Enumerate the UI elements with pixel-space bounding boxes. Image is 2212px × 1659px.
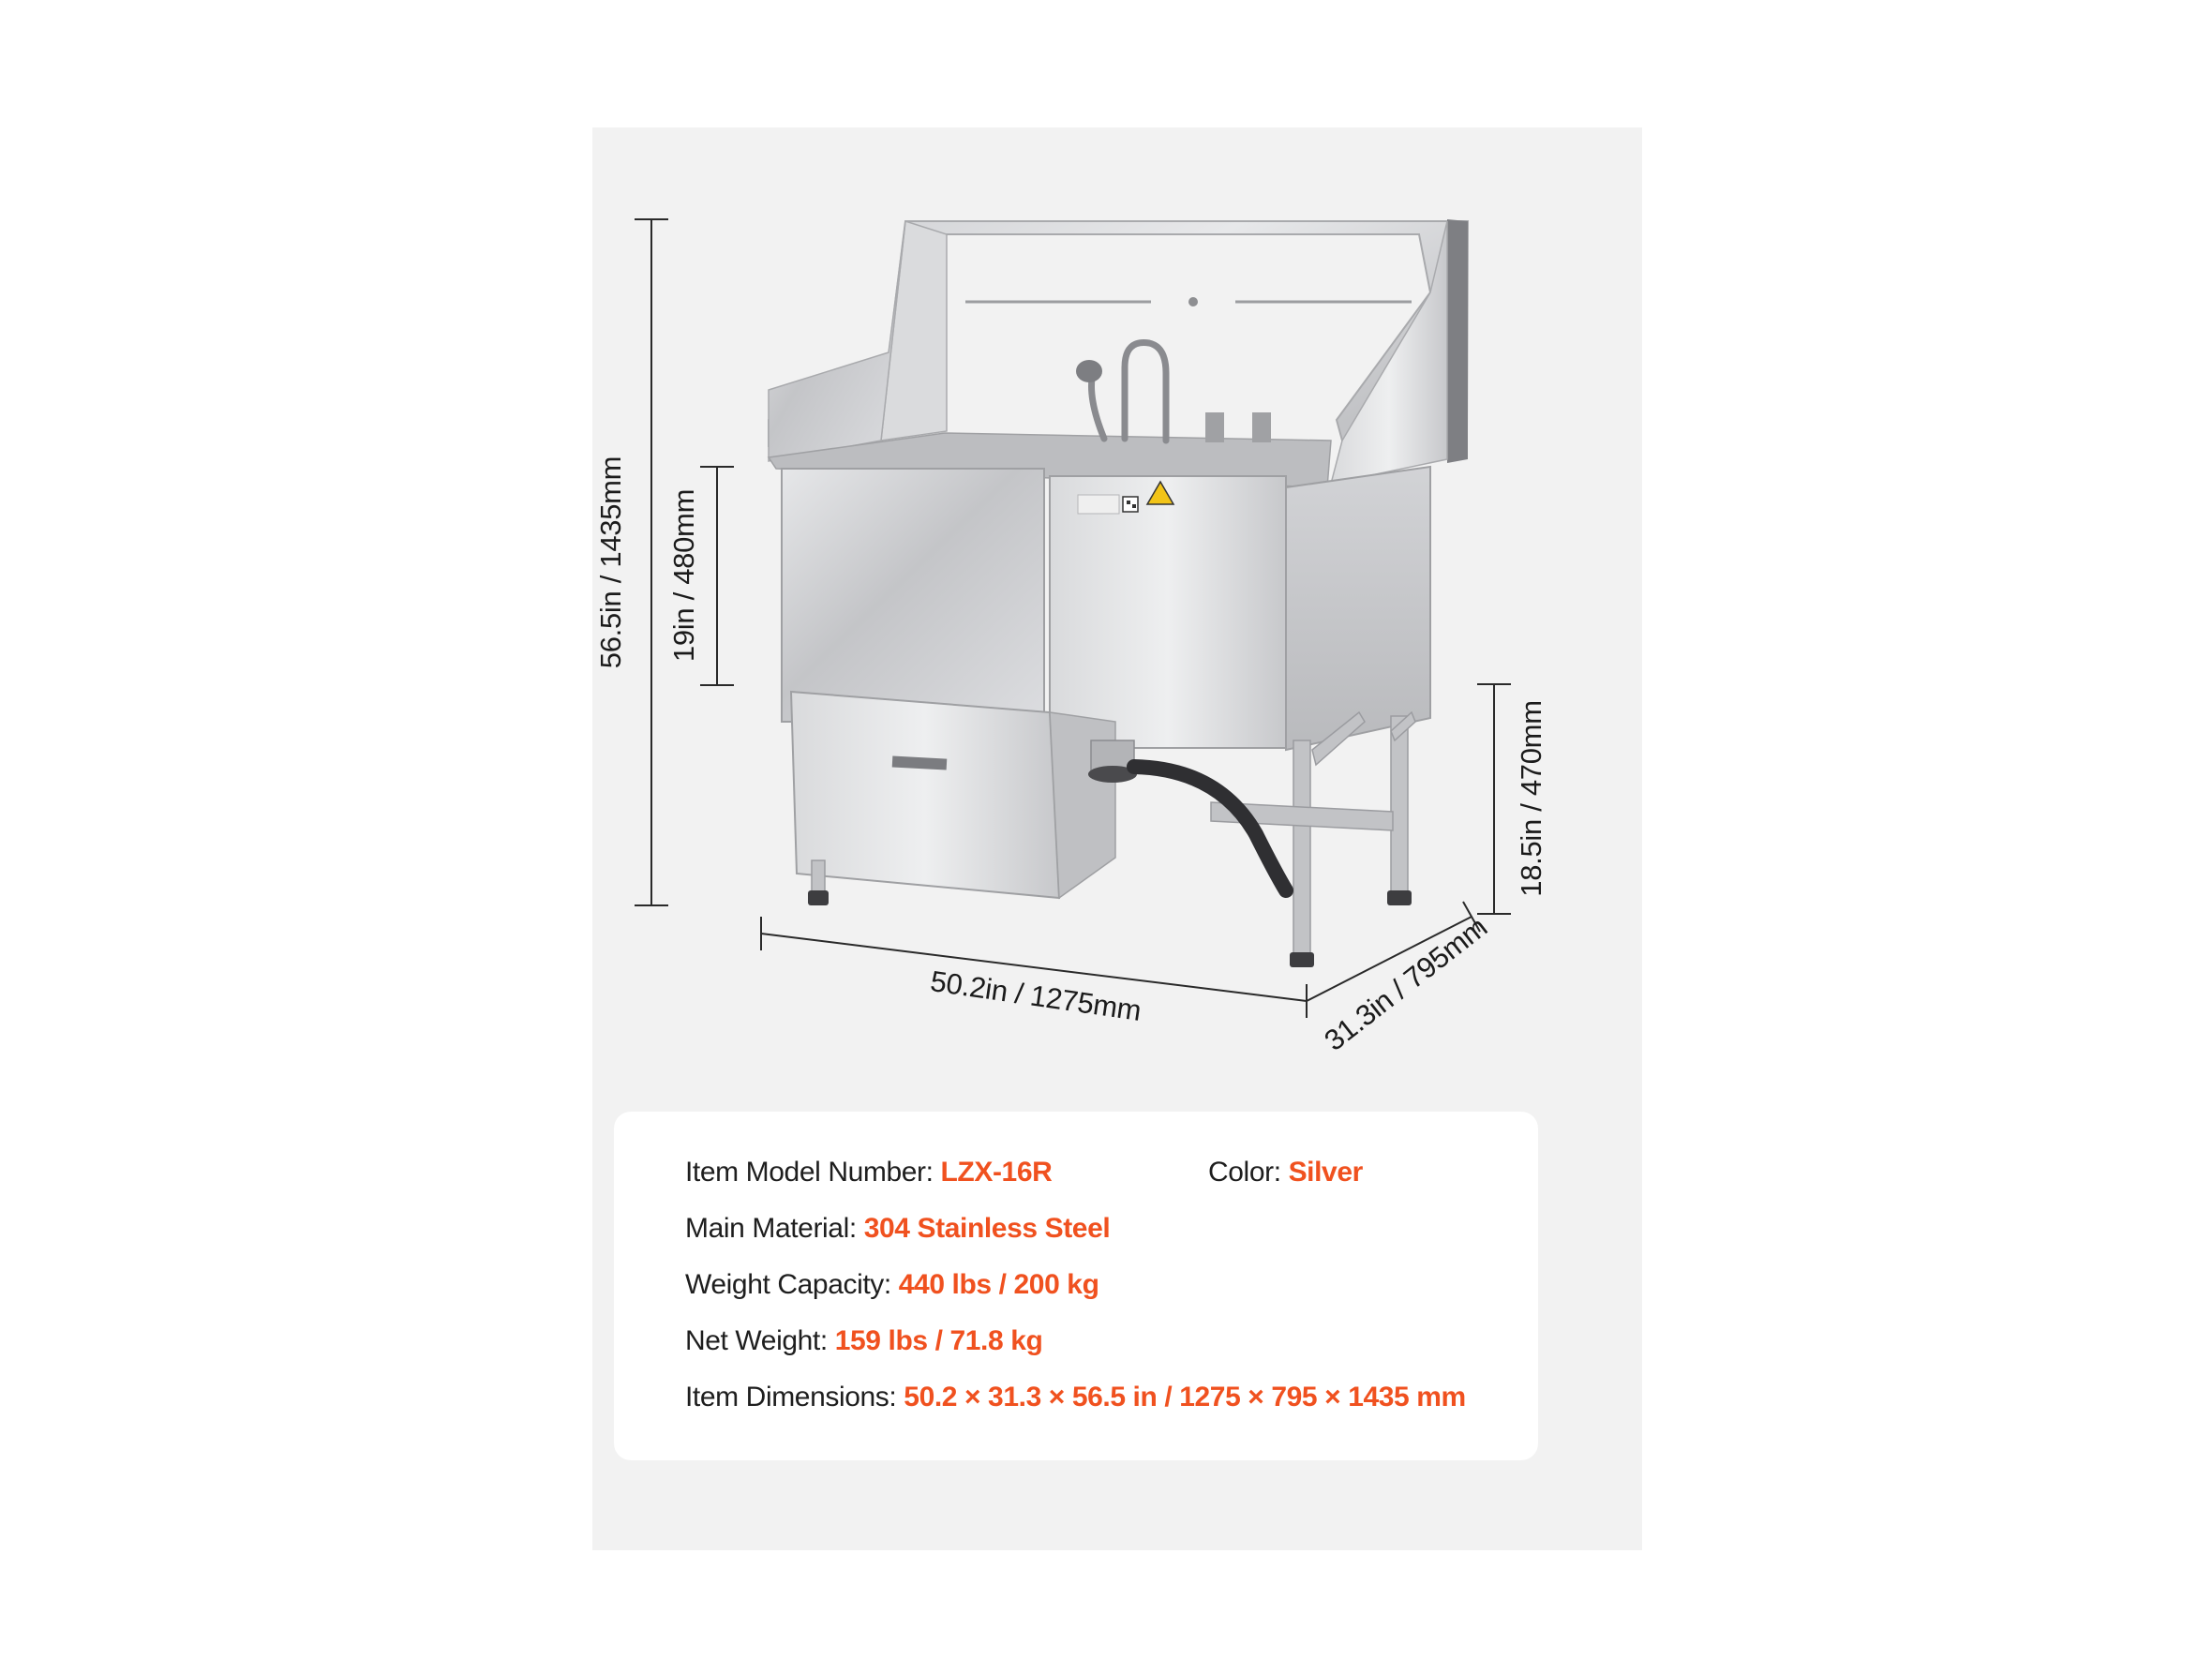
spec-model-label: Item Model Number: — [685, 1157, 934, 1188]
spec-capacity-label: Weight Capacity: — [685, 1269, 891, 1300]
spec-model-value: LZX-16R — [940, 1157, 1053, 1188]
spec-material-value: 304 Stainless Steel — [863, 1213, 1111, 1244]
total-height-label: 56.5in / 1435mm — [594, 456, 627, 669]
spec-capacity-value: 440 lbs / 200 kg — [898, 1269, 1099, 1300]
spec-model — [685, 1157, 1052, 1188]
spec-dimensions-value: 50.2 × 31.3 × 56.5 in / 1275 × 795 × 1435 mm — [904, 1382, 1466, 1412]
basin-depth-label: 19in / 480mm — [667, 488, 700, 663]
width-label: 50.2in / 1275mm — [928, 964, 1143, 1027]
spec-card — [614, 1112, 1538, 1460]
spec-net-weight — [685, 1325, 1042, 1357]
spec-dimensions — [685, 1382, 1466, 1413]
leg-height-label: 18.5in / 470mm — [1515, 700, 1547, 897]
spec-net-weight-value: 159 lbs / 71.8 kg — [834, 1325, 1043, 1356]
spec-capacity — [685, 1269, 1099, 1301]
qr-code-icon — [1123, 497, 1138, 512]
spec-color-label: Color: — [1208, 1157, 1281, 1188]
spec-dimensions-label: Item Dimensions: — [685, 1382, 897, 1412]
spec-material — [685, 1213, 1110, 1245]
spec-color-value: Silver — [1288, 1157, 1363, 1188]
spec-material-label: Main Material: — [685, 1213, 857, 1244]
spec-net-weight-label: Net Weight: — [685, 1325, 828, 1356]
depth-label: 31.3in / 795mm — [1318, 910, 1494, 1057]
spec-color — [1208, 1157, 1363, 1188]
faucet — [1092, 343, 1167, 441]
grooming-tub-illustration — [769, 219, 1468, 967]
